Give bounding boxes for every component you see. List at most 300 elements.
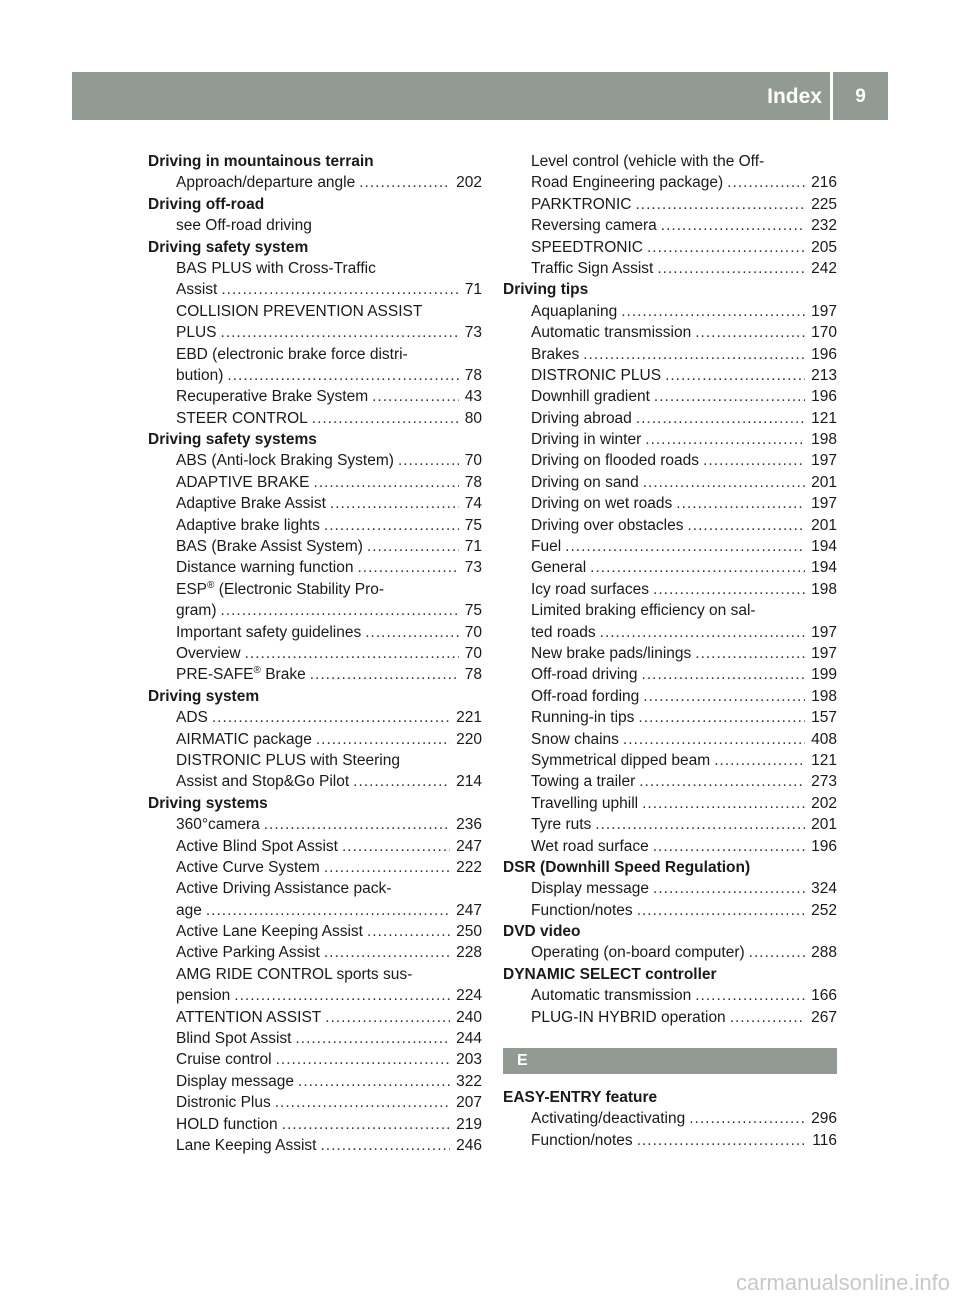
entry-label-text: Active Lane Keeping Assist	[176, 923, 363, 941]
entry-label	[531, 942, 745, 963]
index-heading: Driving system	[148, 687, 260, 705]
page-reference: 247	[456, 901, 482, 919]
entry-label-text: PLUS	[176, 324, 217, 342]
dot-leader	[342, 836, 450, 857]
dot-leader	[687, 515, 805, 536]
index-subentry-text	[148, 301, 482, 322]
index-entry	[503, 515, 837, 536]
entry-label-text: Driving on wet roads	[531, 495, 673, 513]
entry-label-text: Adaptive brake lights	[176, 516, 320, 534]
entry-label-text: New brake pads/linings	[531, 644, 692, 662]
page-reference: 157	[811, 709, 837, 727]
entry-label-text: Active Curve System	[176, 858, 320, 876]
entry-label-text: Off-road driving	[531, 666, 638, 684]
entry-label	[176, 472, 310, 493]
entry-label-text: Tyre ruts	[531, 816, 592, 834]
dot-leader	[636, 408, 805, 429]
entry-label	[176, 1071, 294, 1092]
index-entry	[148, 729, 482, 750]
page-reference: 196	[811, 345, 837, 363]
entry-label-text: Lane Keeping Assist	[176, 1136, 317, 1154]
page-reference: 220	[456, 730, 482, 748]
page-reference: 244	[456, 1030, 482, 1048]
index-entry	[503, 622, 837, 643]
index-entry	[148, 322, 482, 343]
entry-label	[531, 493, 672, 514]
entry-label	[176, 942, 320, 963]
entry-label-text: ADS	[176, 709, 208, 727]
dot-leader	[730, 1007, 805, 1028]
entry-label	[176, 1114, 278, 1135]
index-entry	[503, 322, 837, 343]
entry-label-text: Operating (on-board computer)	[531, 944, 745, 962]
entry-label-text: Recuperative Brake System	[176, 388, 369, 406]
dot-leader	[642, 793, 805, 814]
index-entry	[148, 1135, 482, 1156]
letter-divider: E	[503, 1048, 837, 1074]
page-reference: 197	[811, 495, 837, 513]
entry-label: BAS PLUS with Cross-Traffic	[176, 259, 376, 277]
entry-label-text: BAS (Brake Assist System)	[176, 538, 363, 556]
entry-label	[176, 1007, 321, 1028]
entry-label-text: Wet road surface	[531, 837, 649, 855]
page-reference: 75	[464, 516, 482, 534]
entry-label	[531, 900, 633, 921]
index-entry	[148, 643, 482, 664]
page-reference: 198	[811, 687, 837, 705]
entry-label-text: AIRMATIC package	[176, 730, 312, 748]
entry-label	[531, 579, 649, 600]
entry-label	[176, 1135, 316, 1156]
entry-label-text: Function/notes	[531, 1131, 633, 1149]
entry-label	[176, 386, 368, 407]
dot-leader	[320, 1135, 450, 1156]
dot-leader	[695, 322, 805, 343]
dot-leader	[653, 878, 805, 899]
entry-label	[176, 729, 312, 750]
index-entry	[148, 279, 482, 300]
page-reference: 202	[456, 174, 482, 192]
dot-leader	[282, 1114, 450, 1135]
dot-leader	[245, 643, 459, 664]
entry-label: Level control (vehicle with the Off-	[531, 153, 765, 170]
index-entry	[148, 1114, 482, 1135]
page-reference: 273	[811, 773, 837, 791]
entry-label-text: gram)	[176, 602, 217, 620]
dot-leader	[595, 814, 805, 835]
entry-label-text: HOLD function	[176, 1115, 278, 1133]
page-reference: 322	[456, 1072, 482, 1090]
dot-leader	[590, 557, 805, 578]
index-subentry-text	[148, 964, 482, 985]
page-reference: 221	[456, 709, 482, 727]
entry-label-text: age	[176, 901, 202, 919]
entry-label	[531, 750, 710, 771]
entry-label	[531, 707, 634, 728]
page-reference: 247	[456, 837, 482, 855]
dot-leader	[689, 1108, 805, 1129]
index-entry	[503, 643, 837, 664]
entry-label: COLLISION PREVENTION ASSIST	[176, 302, 423, 320]
entry-label	[531, 793, 638, 814]
entry-label	[531, 429, 641, 450]
entry-label-text: Running-in tips	[531, 709, 635, 727]
page-reference: 74	[464, 495, 482, 513]
index-entry	[148, 771, 482, 792]
index-entry	[503, 472, 837, 493]
entry-label-text: Active Blind Spot Assist	[176, 837, 338, 855]
index-entry	[503, 301, 837, 322]
page-reference: 242	[811, 259, 837, 277]
page-reference: 121	[811, 751, 837, 769]
entry-label	[531, 1108, 685, 1129]
entry-label	[176, 408, 308, 429]
page-reference: 202	[811, 794, 837, 812]
entry-label	[531, 365, 661, 386]
entry-label	[176, 1049, 272, 1070]
page-reference: 116	[812, 1131, 837, 1149]
entry-label-text: 360°camera	[176, 816, 260, 834]
dot-leader	[639, 771, 805, 792]
entry-label	[531, 557, 586, 578]
dot-leader	[324, 515, 459, 536]
page-reference: 121	[811, 409, 837, 427]
dot-leader	[212, 707, 450, 728]
entry-label	[531, 878, 649, 899]
index-subentry-text	[503, 151, 837, 172]
dot-leader	[565, 536, 805, 557]
entry-label	[531, 1130, 633, 1151]
page-reference: 201	[811, 816, 837, 834]
page-number: 9	[855, 86, 866, 107]
dot-leader	[298, 1071, 450, 1092]
index-entry	[148, 472, 482, 493]
index-subentry-text	[148, 878, 482, 899]
index-entry	[148, 1007, 482, 1028]
dot-leader	[275, 1092, 450, 1113]
entry-label	[531, 643, 691, 664]
entry-label-text: Traffic Sign Assist	[531, 259, 654, 277]
dot-leader	[234, 985, 450, 1006]
entry-label-text: Symmetrical dipped beam	[531, 751, 711, 769]
entry-label	[176, 771, 349, 792]
index-entry	[503, 1108, 837, 1129]
entry-label-text: ATTENTION ASSIST	[176, 1008, 322, 1026]
dot-leader	[314, 472, 459, 493]
dot-leader	[220, 600, 458, 621]
index-entry	[148, 1049, 482, 1070]
index-subentry-text	[148, 215, 482, 236]
dot-leader	[359, 172, 450, 193]
index-subentry-text	[148, 344, 482, 365]
index-entry	[148, 622, 482, 643]
dot-leader	[695, 643, 805, 664]
entry-label-text: ABS (Anti-lock Braking System)	[176, 452, 394, 470]
index-subentry-text	[503, 600, 837, 621]
index-entry	[148, 386, 482, 407]
page-reference: 73	[464, 559, 482, 577]
entry-label	[531, 194, 631, 215]
entry-label	[531, 515, 683, 536]
entry-label	[176, 857, 320, 878]
entry-label-text: ted roads	[531, 623, 596, 641]
index-subentry-text	[148, 258, 482, 279]
dot-leader	[372, 386, 459, 407]
page-reference: 252	[811, 901, 837, 919]
page-reference: 246	[456, 1136, 482, 1154]
entry-label	[531, 985, 691, 1006]
index-entry	[148, 365, 482, 386]
entry-label	[176, 365, 223, 386]
dot-leader	[703, 450, 805, 471]
entry-label: Limited braking efficiency on sal-	[531, 602, 756, 620]
index-entry	[503, 536, 837, 557]
index-heading: DSR (Downhill Speed Regulation)	[503, 858, 751, 876]
entry-label-text: Adaptive Brake Assist	[176, 495, 326, 513]
entry-label	[176, 515, 320, 536]
index-entry	[503, 814, 837, 835]
entry-label	[176, 493, 326, 514]
page-reference: 324	[811, 880, 837, 898]
index-heading: EASY-ENTRY feature	[503, 1089, 658, 1107]
dot-leader	[365, 622, 459, 643]
index-entry	[148, 985, 482, 1006]
entry-label-text: Function/notes	[531, 901, 633, 919]
index-entry	[148, 836, 482, 857]
page-reference: 80	[464, 409, 482, 427]
index-entry	[503, 686, 837, 707]
page-reference: 214	[456, 773, 482, 791]
entry-label-text: Fuel	[531, 538, 562, 556]
page-reference: 288	[811, 944, 837, 962]
dot-leader	[295, 1028, 450, 1049]
page-reference: 224	[456, 987, 482, 1005]
index-entry	[148, 536, 482, 557]
entry-label-text: Driving on sand	[531, 473, 639, 491]
registered-mark: ®	[253, 665, 261, 677]
dot-leader	[643, 686, 805, 707]
entry-label-text: STEER CONTROL	[176, 409, 308, 427]
entry-label-text: Blind Spot Assist	[176, 1030, 292, 1048]
entry-label-text: Driving in winter	[531, 431, 642, 449]
dot-leader	[221, 279, 458, 300]
index-entry	[148, 408, 482, 429]
entry-label-text: ADAPTIVE BRAKE	[176, 473, 310, 491]
dot-leader	[676, 493, 805, 514]
entry-label	[531, 237, 643, 258]
entry-label-text: Snow chains	[531, 730, 619, 748]
page-reference: 70	[464, 623, 482, 641]
entry-label	[176, 900, 202, 921]
page-reference: 201	[811, 516, 837, 534]
page-reference: 170	[811, 324, 837, 342]
entry-label	[531, 344, 579, 365]
index-heading: Driving systems	[148, 794, 268, 812]
entry-label	[531, 729, 619, 750]
dot-leader	[637, 1130, 807, 1151]
index-entry	[148, 814, 482, 835]
page-reference: 194	[811, 559, 837, 577]
entry-label	[176, 536, 363, 557]
entry-label-text: Display message	[531, 880, 650, 898]
entry-label-text: Approach/departure angle	[176, 174, 356, 192]
entry-label	[531, 172, 723, 193]
dot-leader	[206, 900, 450, 921]
index-subentry-text	[148, 579, 482, 600]
watermark: carmanualsonline.info	[735, 1270, 950, 1295]
entry-label	[176, 814, 260, 835]
index-entry	[503, 1130, 837, 1151]
entry-label: ESP	[176, 580, 208, 598]
index-column-right	[503, 151, 837, 1151]
dot-leader	[638, 707, 805, 728]
page-reference: 78	[464, 666, 482, 684]
index-entry	[503, 707, 837, 728]
index-entry	[148, 515, 482, 536]
index-heading: Driving tips	[503, 281, 589, 299]
entry-label	[176, 622, 361, 643]
page-reference: 228	[456, 944, 482, 962]
entry-label-text: Assist	[176, 281, 218, 299]
index-entry	[148, 1092, 482, 1113]
page-reference: 207	[456, 1094, 482, 1112]
index-column-left	[148, 151, 482, 1156]
entry-label	[531, 386, 650, 407]
entry-label: Active Driving Assistance pack-	[176, 880, 392, 898]
entry-label-text: Distronic Plus	[176, 1094, 271, 1112]
entry-label-text: Off-road fording	[531, 687, 640, 705]
entry-label	[176, 1092, 271, 1113]
entry-label: see Off-road driving	[176, 217, 312, 235]
page-reference: 71	[464, 281, 482, 299]
entry-label-text: Driving abroad	[531, 409, 632, 427]
page-reference: 198	[811, 580, 837, 598]
dot-leader	[635, 194, 805, 215]
index-entry	[503, 878, 837, 899]
index-entry	[503, 985, 837, 1006]
entry-label	[531, 664, 638, 685]
section-title: Index	[767, 85, 822, 108]
index-entry	[503, 664, 837, 685]
index-heading: DVD video	[503, 923, 581, 941]
index-entry	[148, 900, 482, 921]
dot-leader	[749, 942, 805, 963]
entry-label-text: PARKTRONIC	[531, 195, 632, 213]
index-entry	[148, 450, 482, 471]
dot-leader	[621, 301, 805, 322]
entry-label	[176, 600, 216, 621]
index-entry	[503, 1007, 837, 1028]
entry-label	[531, 258, 653, 279]
dot-leader	[367, 536, 459, 557]
dot-leader	[654, 386, 805, 407]
index-entry	[148, 664, 482, 685]
index-entry	[503, 194, 837, 215]
entry-label	[176, 985, 230, 1006]
entry-label	[176, 279, 217, 300]
page-reference: 296	[811, 1110, 837, 1128]
entry-label: EBD (electronic brake force distri-	[176, 345, 408, 363]
index-entry	[148, 600, 482, 621]
dot-leader	[623, 729, 805, 750]
entry-label	[176, 1028, 291, 1049]
page-reference: 250	[456, 923, 482, 941]
entry-label-text: Aquaplaning	[531, 302, 618, 320]
dot-leader	[276, 1049, 451, 1070]
page-reference: 197	[811, 302, 837, 320]
entry-label-text: Important safety guidelines	[176, 623, 362, 641]
entry-label-text: Reversing camera	[531, 217, 657, 235]
page-reference: 201	[811, 473, 837, 491]
page-reference: 408	[811, 730, 837, 748]
dot-leader	[316, 729, 450, 750]
index-entry	[503, 258, 837, 279]
page-reference: 78	[464, 366, 482, 384]
entry-label-text: Active Parking Assist	[176, 944, 320, 962]
entry-label	[176, 172, 355, 193]
entry-label-text: Activating/deactivating	[531, 1110, 686, 1128]
entry-label-text: Automatic transmission	[531, 324, 692, 342]
index-heading: Driving off-road	[148, 195, 265, 213]
entry-label-text: General	[531, 559, 587, 577]
entry-label: DISTRONIC PLUS with Steering	[176, 751, 400, 769]
entry-label-continued: (Electronic Stability Pro-	[214, 580, 385, 598]
entry-label	[531, 322, 691, 343]
dot-leader	[264, 814, 450, 835]
dot-leader	[647, 237, 805, 258]
index-entry	[503, 450, 837, 471]
index-entry	[503, 237, 837, 258]
page-reference: 213	[811, 366, 837, 384]
entry-label-text: Cruise control	[176, 1051, 272, 1069]
dot-leader	[653, 836, 805, 857]
index-entry	[503, 493, 837, 514]
index-entry	[503, 386, 837, 407]
index-entry	[148, 1071, 482, 1092]
index-heading: Driving safety systems	[148, 431, 317, 449]
entry-label-text: PLUG-IN HYBRID operation	[531, 1008, 726, 1026]
index-entry	[503, 408, 837, 429]
dot-leader	[645, 429, 805, 450]
page-reference: 198	[811, 431, 837, 449]
page-reference: 267	[811, 1008, 837, 1026]
dot-leader	[695, 985, 805, 1006]
index-entry	[503, 215, 837, 236]
page-reference: 197	[811, 452, 837, 470]
dot-leader	[714, 750, 805, 771]
page-reference: 205	[811, 238, 837, 256]
index-entry	[148, 942, 482, 963]
entry-label-text: Assist and Stop&Go Pilot	[176, 773, 350, 791]
entry-label-text: Downhill gradient	[531, 388, 650, 406]
entry-label-text: Display message	[176, 1072, 295, 1090]
index-heading: Driving in mountainous terrain	[148, 153, 374, 170]
dot-leader	[324, 857, 450, 878]
dot-leader	[324, 942, 450, 963]
page-reference: 240	[456, 1008, 482, 1026]
entry-label	[531, 686, 639, 707]
dot-leader	[653, 579, 805, 600]
index-entry	[148, 921, 482, 942]
index-entry	[503, 750, 837, 771]
entry-label	[176, 557, 354, 578]
dot-leader	[642, 664, 806, 685]
entry-label	[531, 472, 639, 493]
page-reference: 197	[811, 644, 837, 662]
page-reference: 199	[811, 666, 837, 684]
index-entry	[503, 942, 837, 963]
dot-leader	[310, 664, 459, 685]
